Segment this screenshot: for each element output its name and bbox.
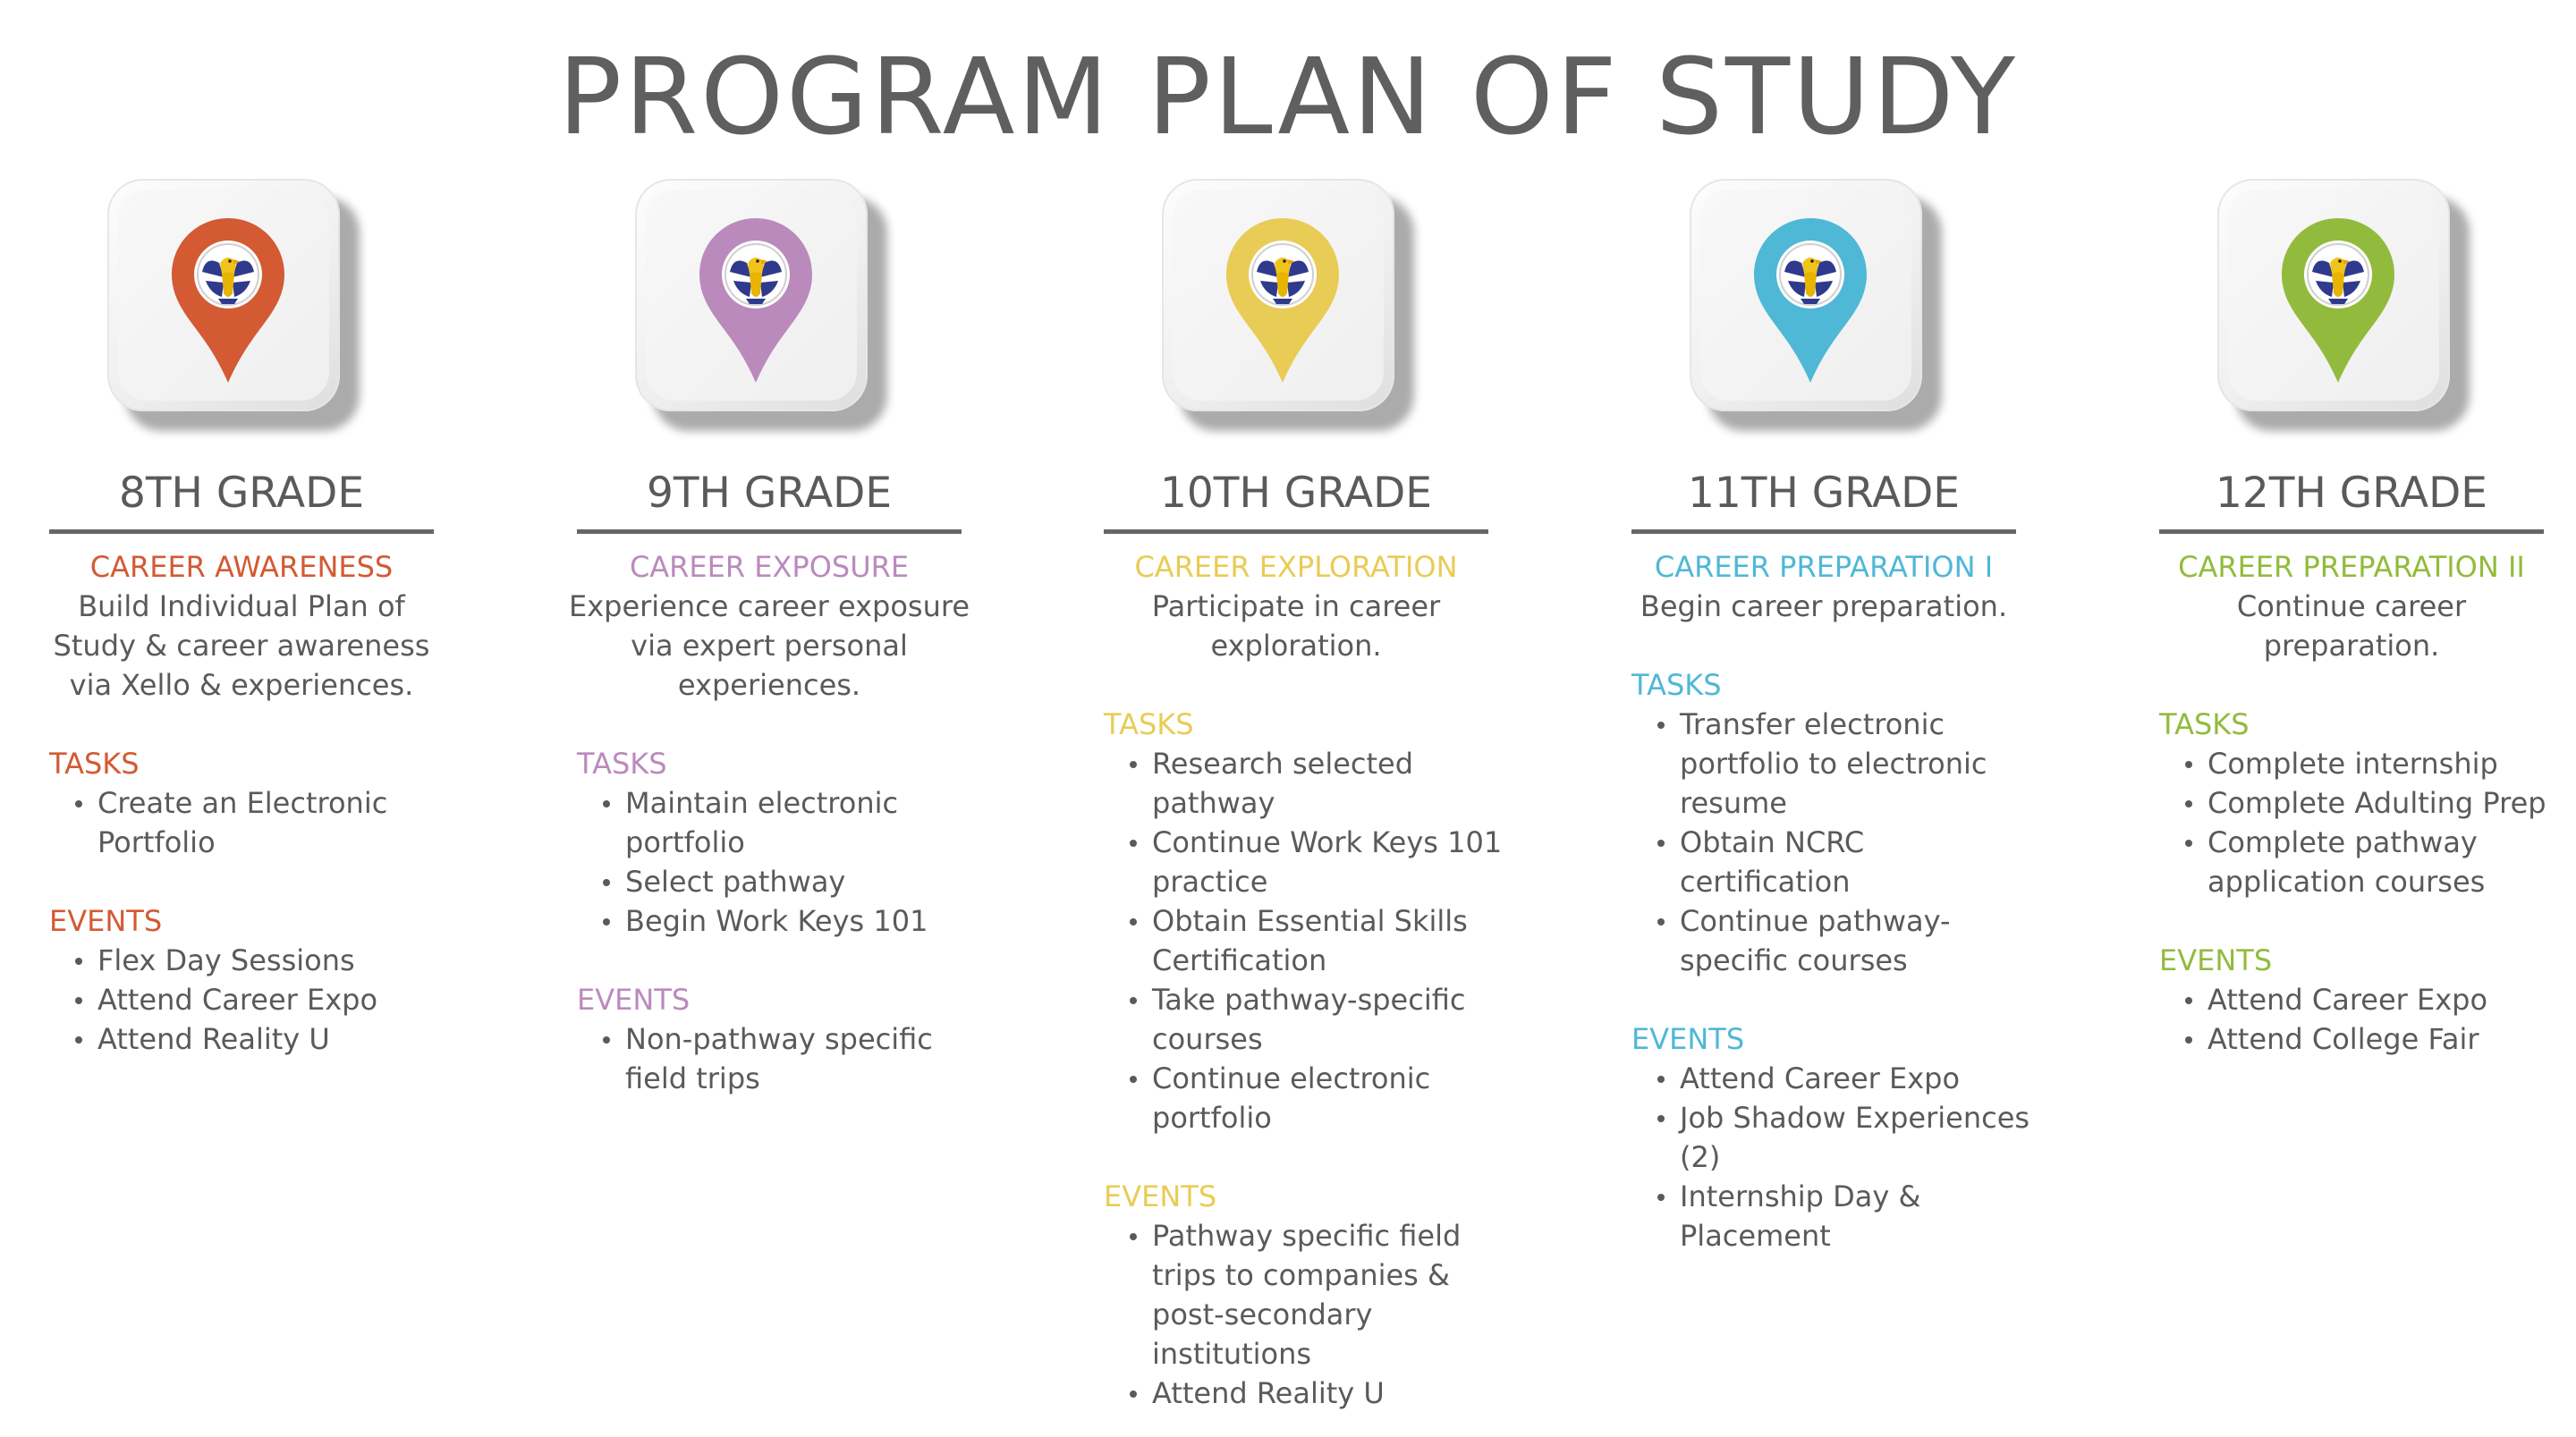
grade-heading: 8TH GRADE: [118, 469, 365, 518]
heading-divider: [2159, 529, 2544, 534]
event-item: Job Shadow Experiences (2): [1631, 1098, 2043, 1177]
pin-icon-card: [635, 179, 868, 411]
heading-divider: [577, 529, 962, 534]
task-item: Maintain electronic portfolio: [577, 783, 988, 862]
event-item: Flex Day Sessions: [49, 941, 461, 980]
tasks-list: [1631, 705, 2043, 980]
grade-heading: 10TH GRADE: [1159, 469, 1432, 518]
phase-title: CAREER AWARENESS: [89, 550, 394, 584]
events-section: [49, 901, 461, 1059]
event-item: Attend Career Expo: [2159, 980, 2571, 1019]
tasks-list: [1104, 744, 1515, 1137]
events-list: [1631, 1059, 2043, 1255]
task-item: Obtain NCRC certification: [1631, 823, 2043, 901]
grade-heading: 11TH GRADE: [1687, 469, 1960, 518]
events-section: [2159, 941, 2571, 1059]
event-item: Attend Career Expo: [1631, 1059, 2043, 1098]
pin-icon-card: [1162, 179, 1394, 411]
tasks-section: [1631, 665, 2043, 980]
phase-title: CAREER PREPARATION II: [2178, 550, 2525, 584]
event-item: Attend Career Expo: [49, 980, 461, 1019]
event-item: Attend Reality U: [1104, 1374, 1515, 1413]
events-list: [577, 1019, 988, 1098]
task-item: Continue Work Keys 101 practice: [1104, 823, 1515, 901]
tasks-label: TASKS: [2159, 707, 2250, 741]
task-item: Begin Work Keys 101: [577, 901, 988, 941]
events-section: [1631, 1019, 2043, 1255]
task-item: Complete pathway application courses: [2159, 823, 2571, 901]
task-item: Complete internship: [2159, 744, 2571, 783]
event-item: Attend Reality U: [49, 1019, 461, 1059]
task-item: Transfer electronic portfolio to electronic resume: [1631, 705, 2043, 823]
events-list: [2159, 980, 2571, 1059]
events-list: [49, 941, 461, 1059]
phase-description: Participate in career exploration.: [1151, 589, 1441, 663]
phase-description: Build Individual Plan of Study & career awareness via Xello & experiences.: [53, 589, 430, 702]
grade-heading: 12TH GRADE: [2215, 469, 2487, 518]
tasks-section: [1104, 705, 1515, 1137]
task-item: Create an Electronic Portfolio: [49, 783, 461, 862]
phase-description: Experience career exposure via expert personal experiences.: [568, 589, 970, 702]
task-item: Continue electronic portfolio: [1104, 1059, 1515, 1137]
tasks-list: [2159, 744, 2571, 901]
events-label: EVENTS: [577, 983, 691, 1017]
pin-icon-card: [107, 179, 340, 411]
event-item: Pathway specific field trips to companies & post-secondary institutions: [1104, 1216, 1515, 1374]
event-item: Internship Day & Placement: [1631, 1177, 2043, 1255]
task-item: Research selected pathway: [1104, 744, 1515, 823]
tasks-section: [577, 744, 988, 941]
task-item: Continue pathway-specific courses: [1631, 901, 2043, 980]
tasks-label: TASKS: [49, 747, 140, 781]
heading-divider: [1104, 529, 1488, 534]
events-section: [577, 980, 988, 1098]
heading-divider: [1631, 529, 2016, 534]
phase-title: CAREER EXPLORATION: [1134, 550, 1458, 584]
tasks-label: TASKS: [577, 747, 667, 781]
tasks-list: [49, 783, 461, 862]
events-list: [1104, 1216, 1515, 1413]
location-pin-icon: [170, 216, 286, 385]
phase-description: Begin career preparation.: [1640, 589, 2008, 623]
pin-icon-card: [2217, 179, 2450, 411]
events-label: EVENTS: [2159, 943, 2273, 977]
phase-title: CAREER PREPARATION I: [1654, 550, 1994, 584]
location-pin-icon: [1224, 216, 1341, 385]
grade-heading: 9TH GRADE: [646, 469, 893, 518]
phase-title: CAREER EXPOSURE: [629, 550, 910, 584]
tasks-section: [2159, 705, 2571, 901]
events-section: [1104, 1177, 1515, 1413]
location-pin-icon: [1752, 216, 1868, 385]
page-title: PROGRAM PLAN OF STUDY: [558, 35, 2018, 158]
tasks-label: TASKS: [1631, 668, 1722, 702]
location-pin-icon: [698, 216, 814, 385]
pin-icon-card: [1690, 179, 1922, 411]
phase-description: Continue career preparation.: [2236, 589, 2467, 663]
events-label: EVENTS: [49, 904, 163, 938]
task-item: Select pathway: [577, 862, 988, 901]
task-item: Obtain Essential Skills Certification: [1104, 901, 1515, 980]
tasks-label: TASKS: [1104, 707, 1194, 741]
tasks-list: [577, 783, 988, 941]
events-label: EVENTS: [1631, 1022, 1745, 1056]
event-item: Attend College Fair: [2159, 1019, 2571, 1059]
heading-divider: [49, 529, 434, 534]
task-item: Complete Adulting Prep: [2159, 783, 2571, 823]
location-pin-icon: [2280, 216, 2396, 385]
event-item: Non-pathway specific field trips: [577, 1019, 988, 1098]
task-item: Take pathway-specific courses: [1104, 980, 1515, 1059]
tasks-section: [49, 744, 461, 862]
events-label: EVENTS: [1104, 1179, 1217, 1213]
